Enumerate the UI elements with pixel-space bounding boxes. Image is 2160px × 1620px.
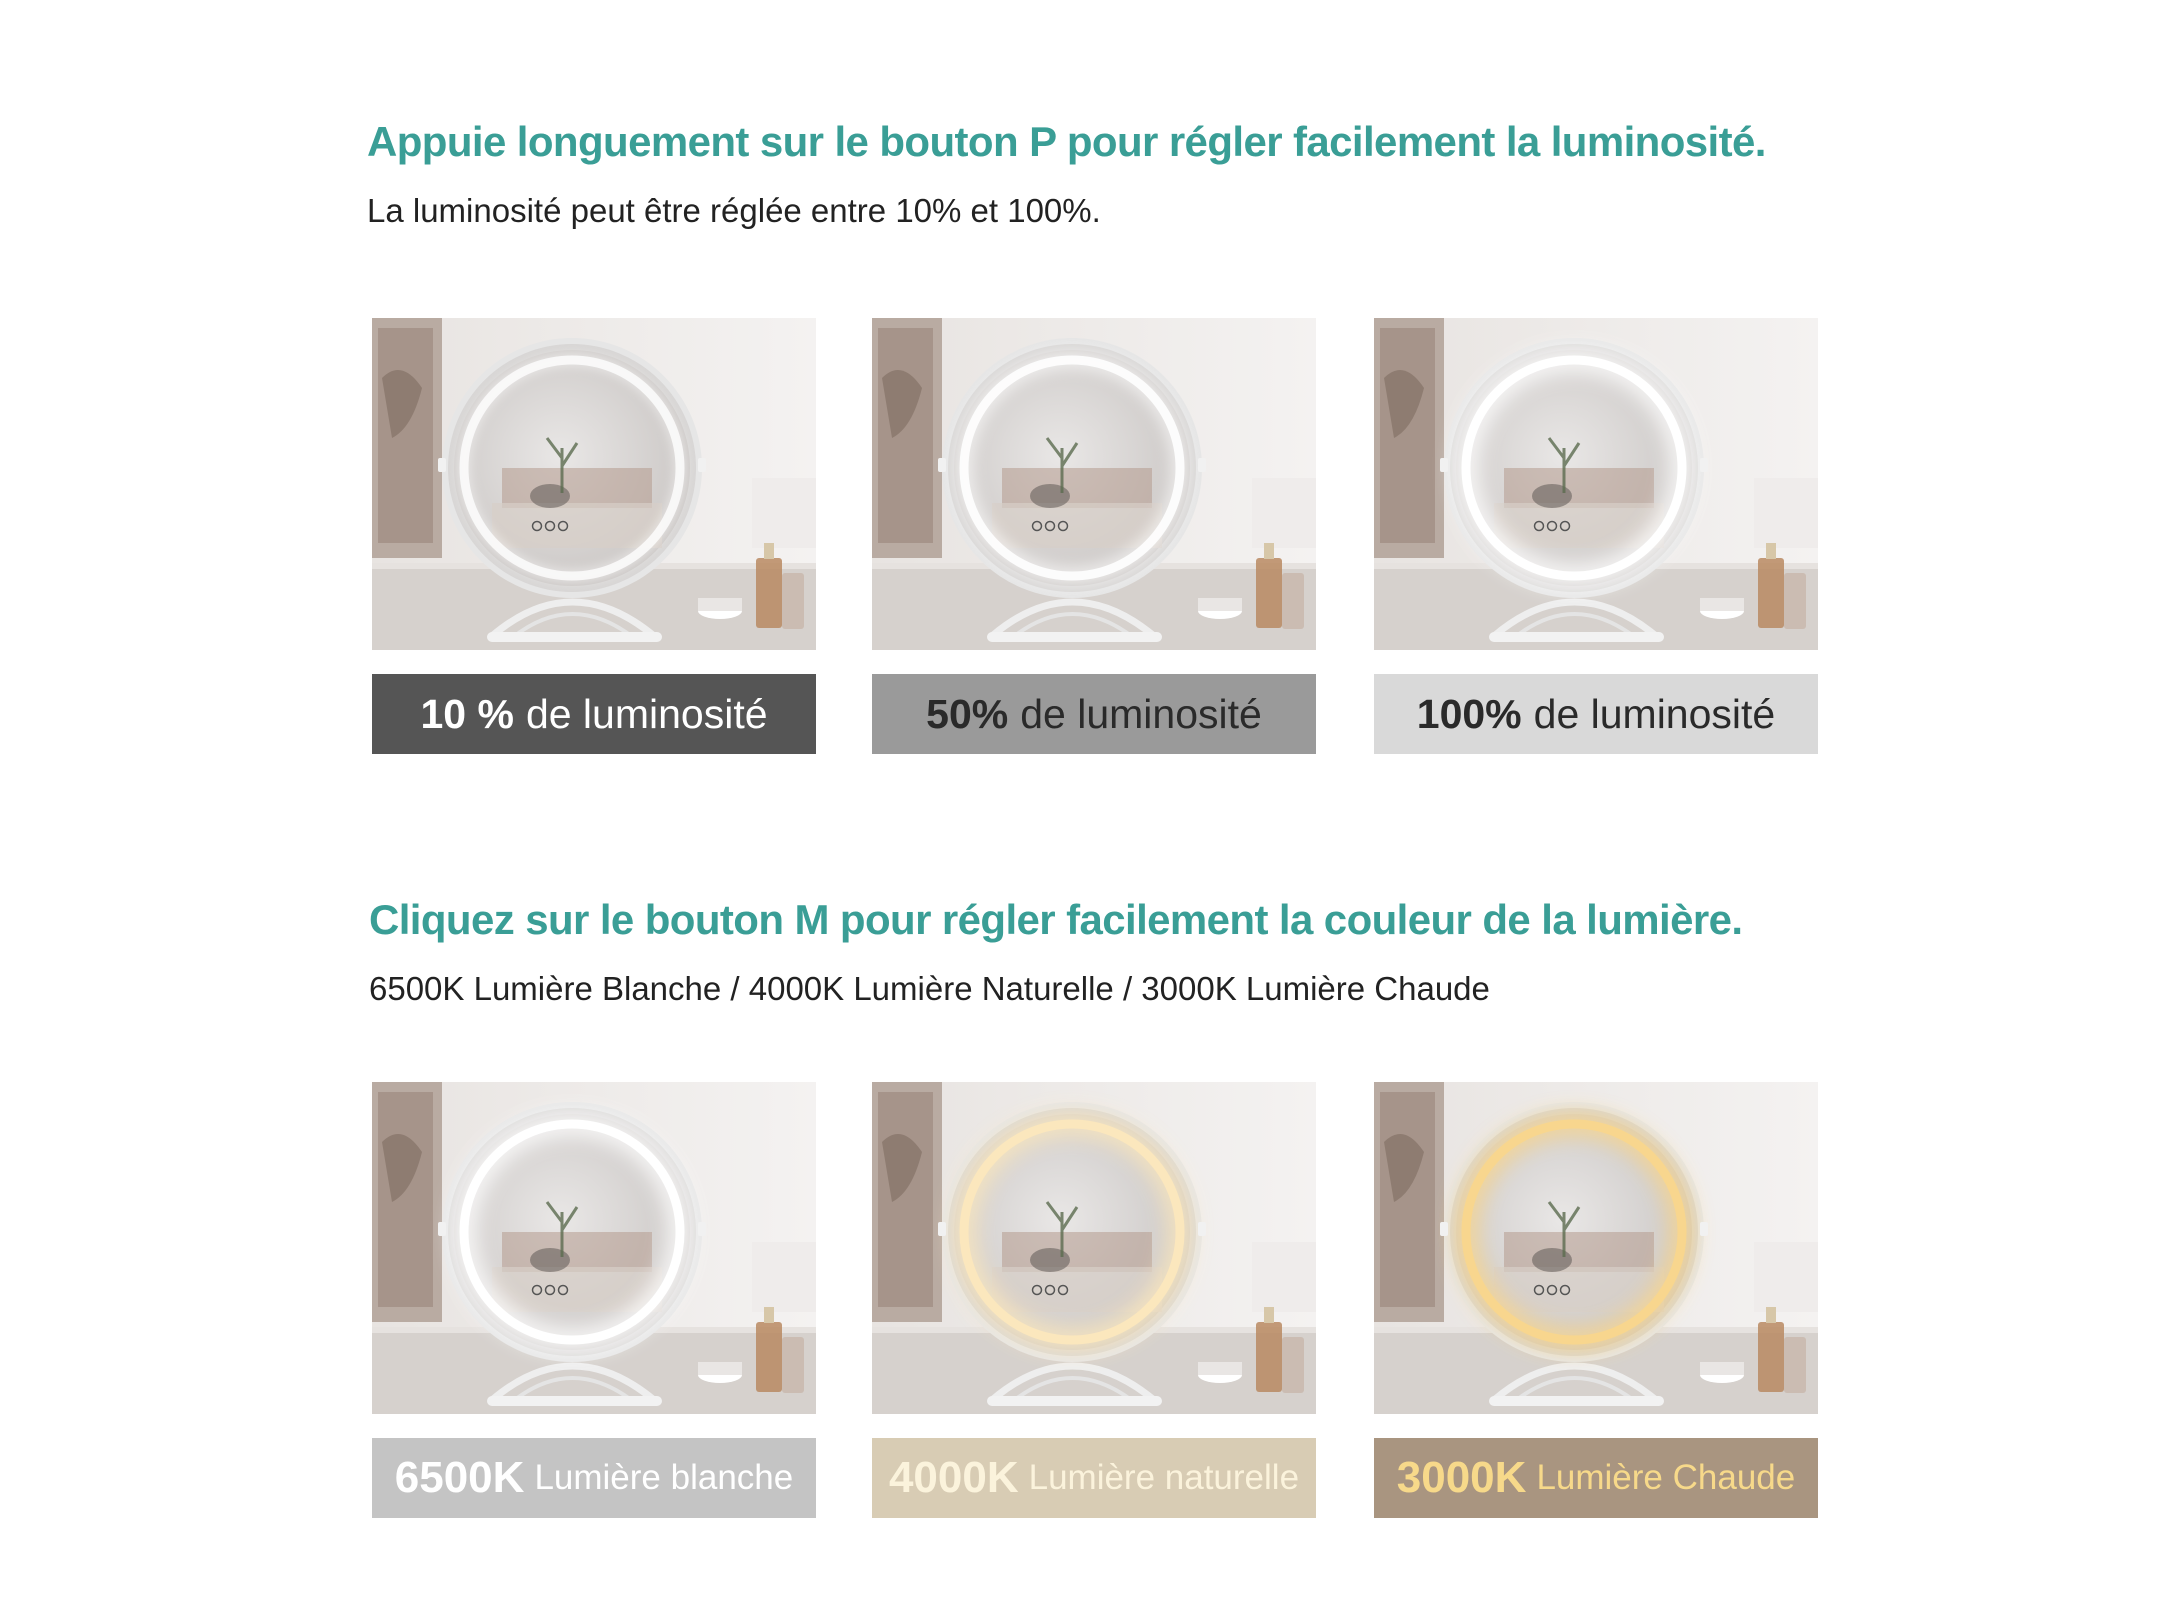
color-subtitle: 6500K Lumière Blanche / 4000K Lumière Naturelle / 3000K Lumière Chaude [369,970,1490,1007]
brightness-label-10 [372,674,816,754]
perfume-bottle [1256,1322,1282,1392]
mirror-illustration [872,318,1316,650]
mirror-illustration [372,318,816,650]
color-value: 6500K [394,1453,525,1502]
color-text: Lumière Chaude [1536,1458,1796,1497]
brightness-text: de luminosité [525,690,768,737]
mirror-photo [372,1082,816,1414]
brightness-label-50 [872,674,1316,754]
perfume-bottle [1758,1322,1784,1392]
brightness-value: 50% [926,690,1009,737]
mirror-photo [1374,318,1818,650]
mirror-illustration [1374,318,1818,650]
brightness-subtitle: La luminosité peut être réglée entre 10% et 100%. [367,192,1101,229]
color-label-3000k [1374,1438,1818,1518]
perfume-bottle [1256,558,1282,628]
mirror-photo [1374,1082,1818,1414]
mirror-illustration [372,1082,816,1414]
brightness-title: Appuie longuement sur le bouton P pour régler facilement la luminosité. [367,118,1766,165]
mirror-photo [872,1082,1316,1414]
brightness-text: de luminosité [1533,690,1776,737]
mirror-photo [872,318,1316,650]
brightness-value: 10 % [420,690,514,737]
color-value: 4000K [888,1453,1019,1502]
mirror-illustration [1374,1082,1818,1414]
perfume-bottle [1758,558,1784,628]
color-text: Lumière naturelle [1028,1458,1300,1497]
color-text: Lumière blanche [534,1458,794,1497]
brightness-text: de luminosité [1020,690,1262,737]
color-label-4000k [872,1438,1316,1518]
color-label-6500k [372,1438,816,1518]
mirror-photo [372,318,816,650]
brightness-label-100 [1374,674,1818,754]
perfume-bottle [756,558,782,628]
brightness-value: 100% [1416,690,1522,737]
perfume-bottle [756,1322,782,1392]
mirror-illustration [872,1082,1316,1414]
color-title: Cliquez sur le bouton M pour régler facilement la couleur de la lumière. [369,896,1743,943]
color-value: 3000K [1396,1453,1527,1502]
